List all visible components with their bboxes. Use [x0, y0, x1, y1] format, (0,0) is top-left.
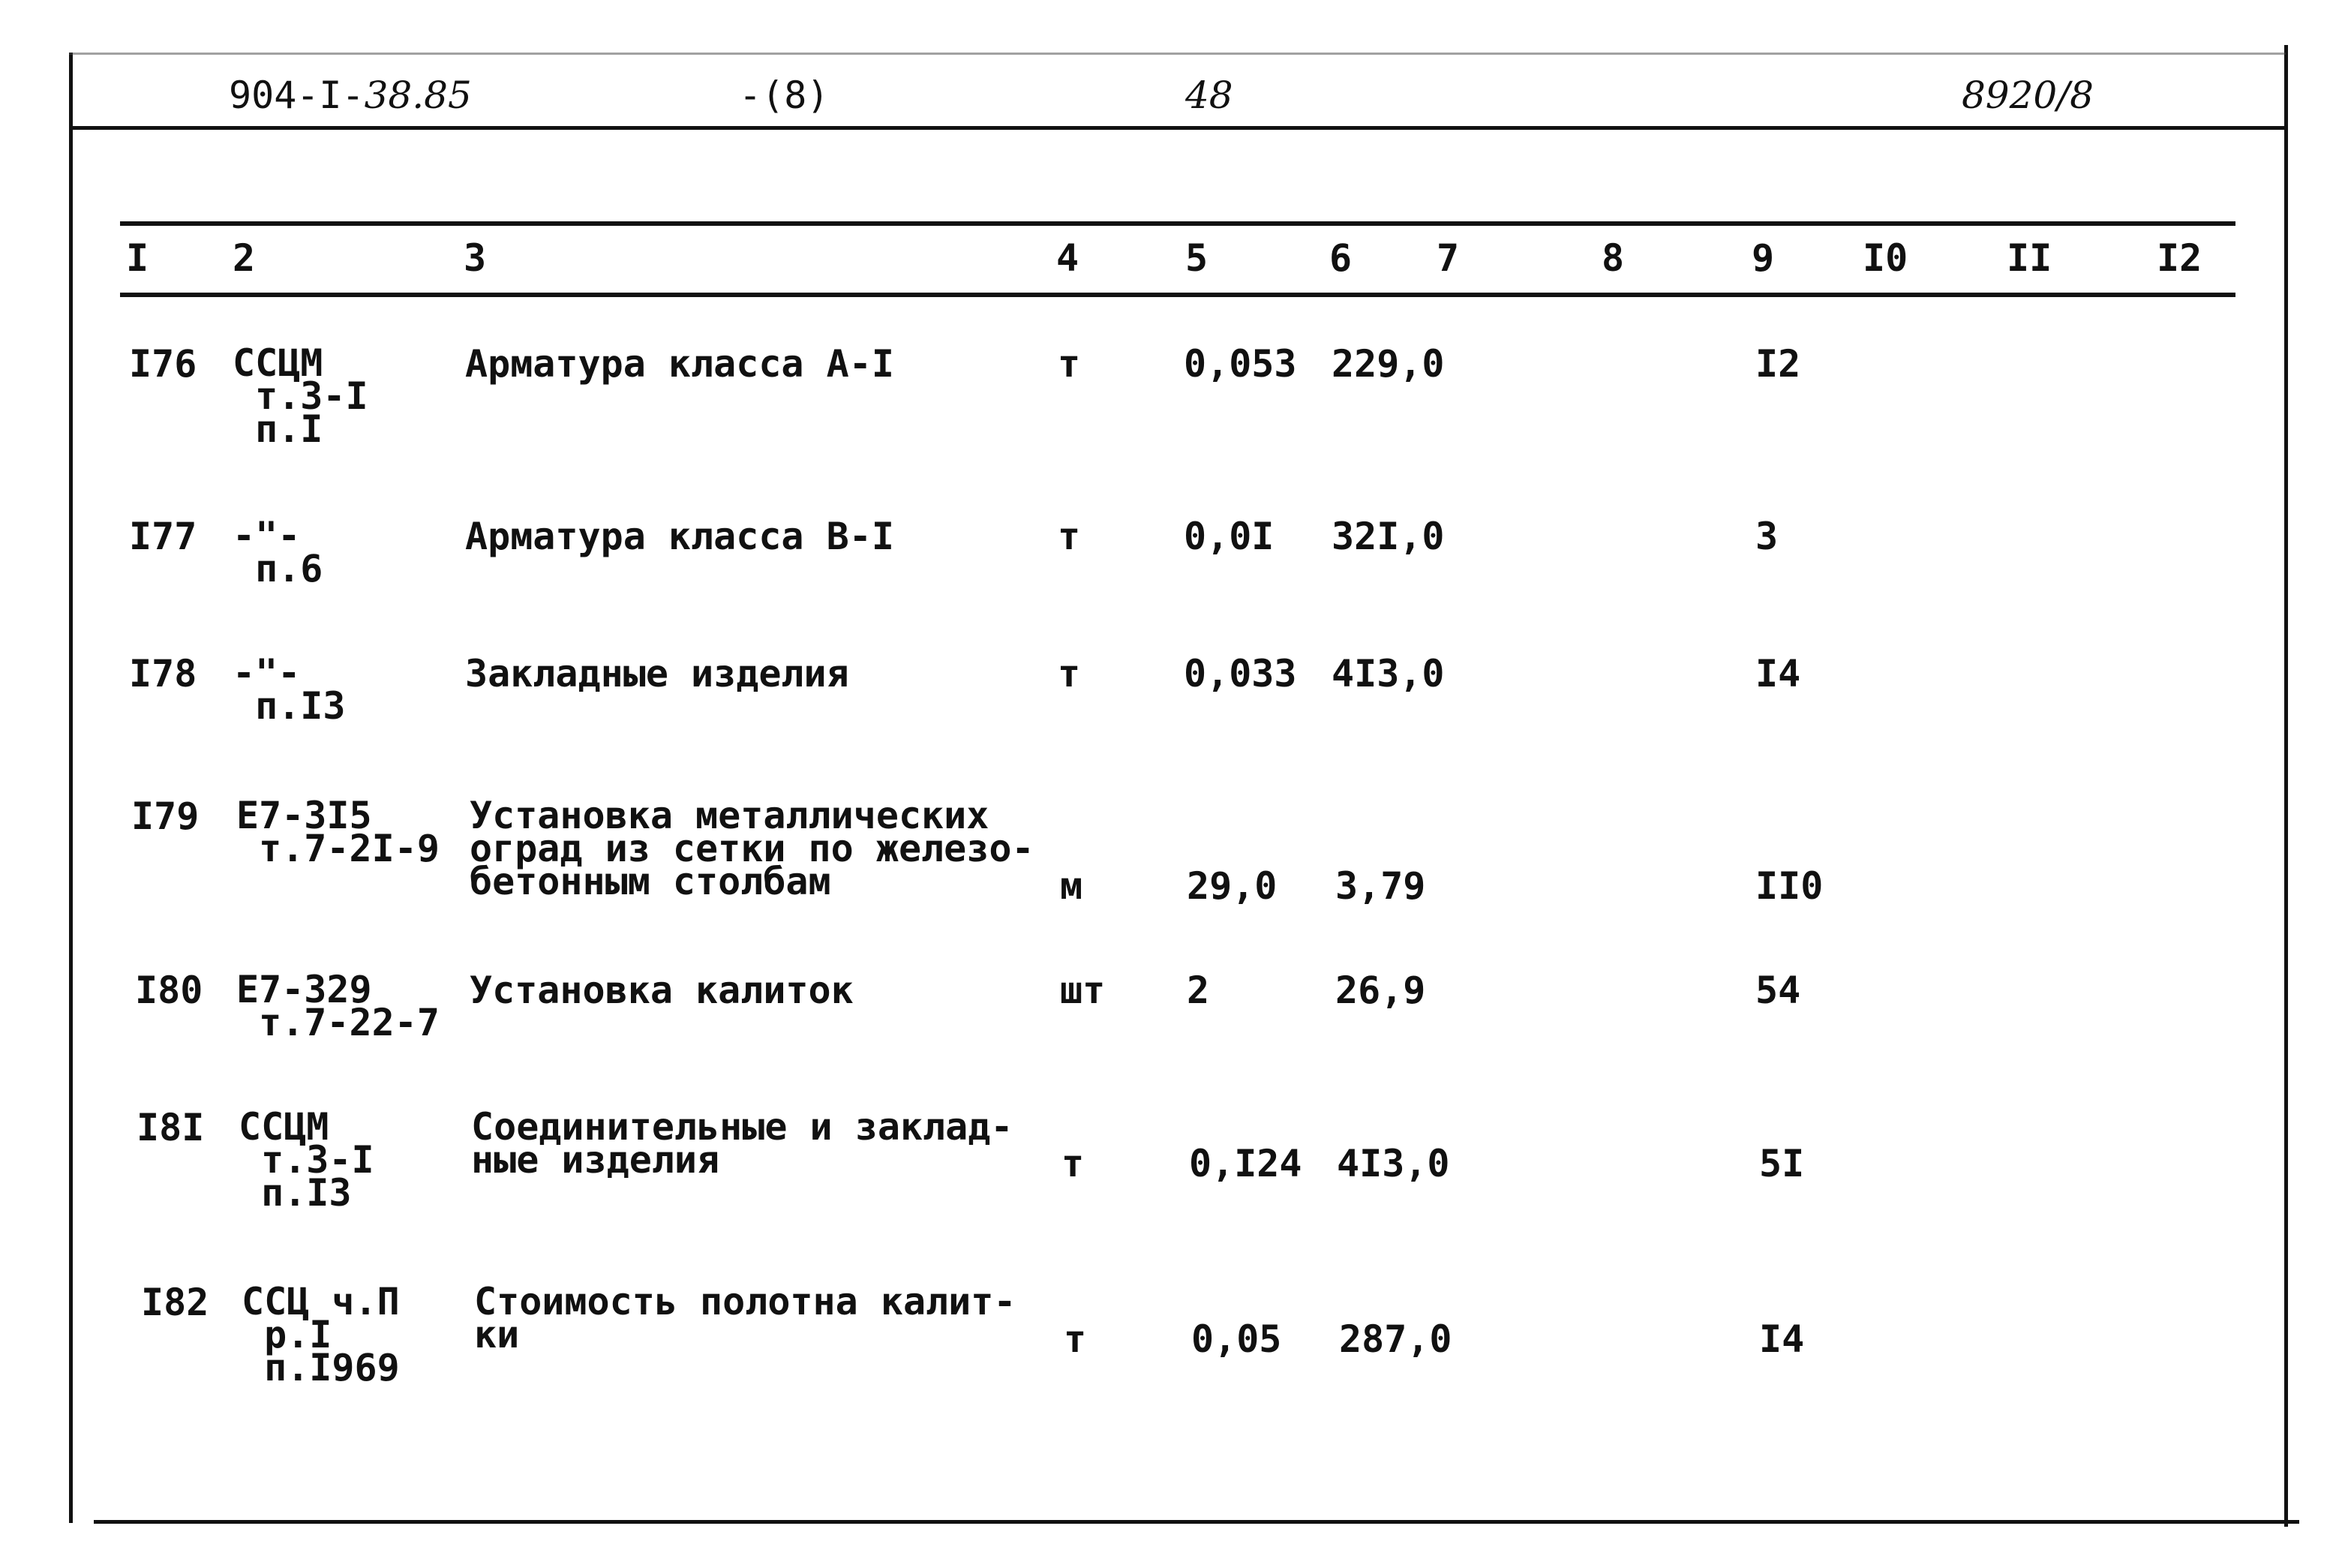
row-reference: ССЦ ч.П р.I п.I969 — [242, 1280, 400, 1389]
column-header-10: I0 — [1863, 236, 1908, 280]
column-header-2: 2 — [233, 236, 256, 280]
column-header-3: 3 — [464, 236, 487, 280]
row-name: Установка металлических оград из сетки по железо- бетонным столбам — [470, 794, 1034, 903]
row-unit: т — [1061, 1142, 1085, 1185]
row-reference: ССЦМ т.3-I п.I — [233, 341, 368, 451]
section-number: -(8) — [739, 74, 830, 117]
row-quantity: 29,0 — [1187, 864, 1278, 908]
table-header-rule — [120, 293, 2235, 297]
row-unit-price: 229,0 — [1332, 342, 1445, 386]
row-name: Закладные изделия — [465, 652, 849, 695]
row-total: 3 — [1755, 515, 1779, 558]
row-quantity: 2 — [1187, 969, 1210, 1012]
doc-number — [229, 74, 472, 117]
column-header-1: I — [126, 236, 149, 280]
header-rule — [69, 126, 2288, 130]
row-unit-price: 4I3,0 — [1337, 1142, 1450, 1185]
row-number: I82 — [141, 1281, 209, 1324]
frame-top-border — [69, 53, 2286, 55]
column-header-11: II — [2007, 236, 2052, 280]
row-name: Установка калиток — [470, 969, 854, 1012]
row-unit-price: 287,0 — [1339, 1317, 1452, 1361]
row-unit: м — [1060, 864, 1083, 908]
row-total: 5I — [1759, 1142, 1805, 1185]
row-total: I2 — [1755, 342, 1801, 386]
document-code: 8920/8 — [1962, 74, 2094, 117]
doc-number-suffix: 38.85 — [364, 74, 472, 117]
row-reference: Е7-329 т.7-22-7 — [236, 968, 440, 1044]
row-quantity: 0,0I — [1184, 515, 1275, 558]
row-unit-price: 3,79 — [1335, 864, 1426, 908]
row-unit: т — [1058, 515, 1081, 558]
row-quantity: 0,053 — [1184, 342, 1297, 386]
frame-bottom-border — [94, 1520, 2299, 1524]
row-name: Арматура класса А-I — [465, 342, 894, 386]
column-header-8: 8 — [1602, 236, 1625, 280]
row-unit: т — [1064, 1317, 1087, 1361]
row-name: Соединительные и заклад- ные изделия — [471, 1105, 1013, 1182]
row-number: I8I — [137, 1106, 205, 1149]
row-name: Арматура класса В-I — [465, 515, 894, 558]
frame-right-border — [2284, 45, 2288, 1527]
row-reference: Е7-3I5 т.7-2I-9 — [236, 794, 440, 870]
row-unit-price: 4I3,0 — [1332, 652, 1445, 695]
column-header-4: 4 — [1056, 236, 1079, 280]
row-unit: т — [1058, 342, 1081, 386]
row-reference: ССЦМ т.3-I п.I3 — [239, 1105, 374, 1215]
row-total: I4 — [1755, 652, 1801, 695]
row-total: I4 — [1759, 1317, 1805, 1361]
row-reference: -"- п.I3 — [233, 651, 346, 728]
row-number: I78 — [129, 652, 197, 695]
row-number: I76 — [129, 342, 197, 386]
row-name: Стоимость полотна калит- ки — [474, 1280, 1016, 1356]
row-unit: т — [1058, 652, 1081, 695]
column-header-6: 6 — [1329, 236, 1353, 280]
row-total: 54 — [1755, 969, 1801, 1012]
page-number: 48 — [1185, 74, 1233, 117]
row-number: I79 — [131, 795, 200, 838]
row-number: I77 — [129, 515, 197, 558]
column-header-5: 5 — [1185, 236, 1209, 280]
row-quantity: 0,033 — [1184, 652, 1297, 695]
column-header-7: 7 — [1437, 236, 1460, 280]
row-unit: шт — [1060, 969, 1106, 1012]
row-number: I80 — [135, 969, 203, 1012]
row-unit-price: 32I,0 — [1332, 515, 1445, 558]
row-quantity: 0,05 — [1191, 1317, 1282, 1361]
column-header-12: I2 — [2157, 236, 2202, 280]
doc-number-prefix: 904-I- — [229, 74, 365, 117]
row-unit-price: 26,9 — [1335, 969, 1426, 1012]
column-header-9: 9 — [1752, 236, 1775, 280]
row-reference: -"- п.6 — [233, 514, 323, 590]
table-top-rule — [120, 221, 2235, 226]
row-total: II0 — [1755, 864, 1824, 908]
frame-left-border — [69, 53, 73, 1523]
row-quantity: 0,I24 — [1189, 1142, 1302, 1185]
